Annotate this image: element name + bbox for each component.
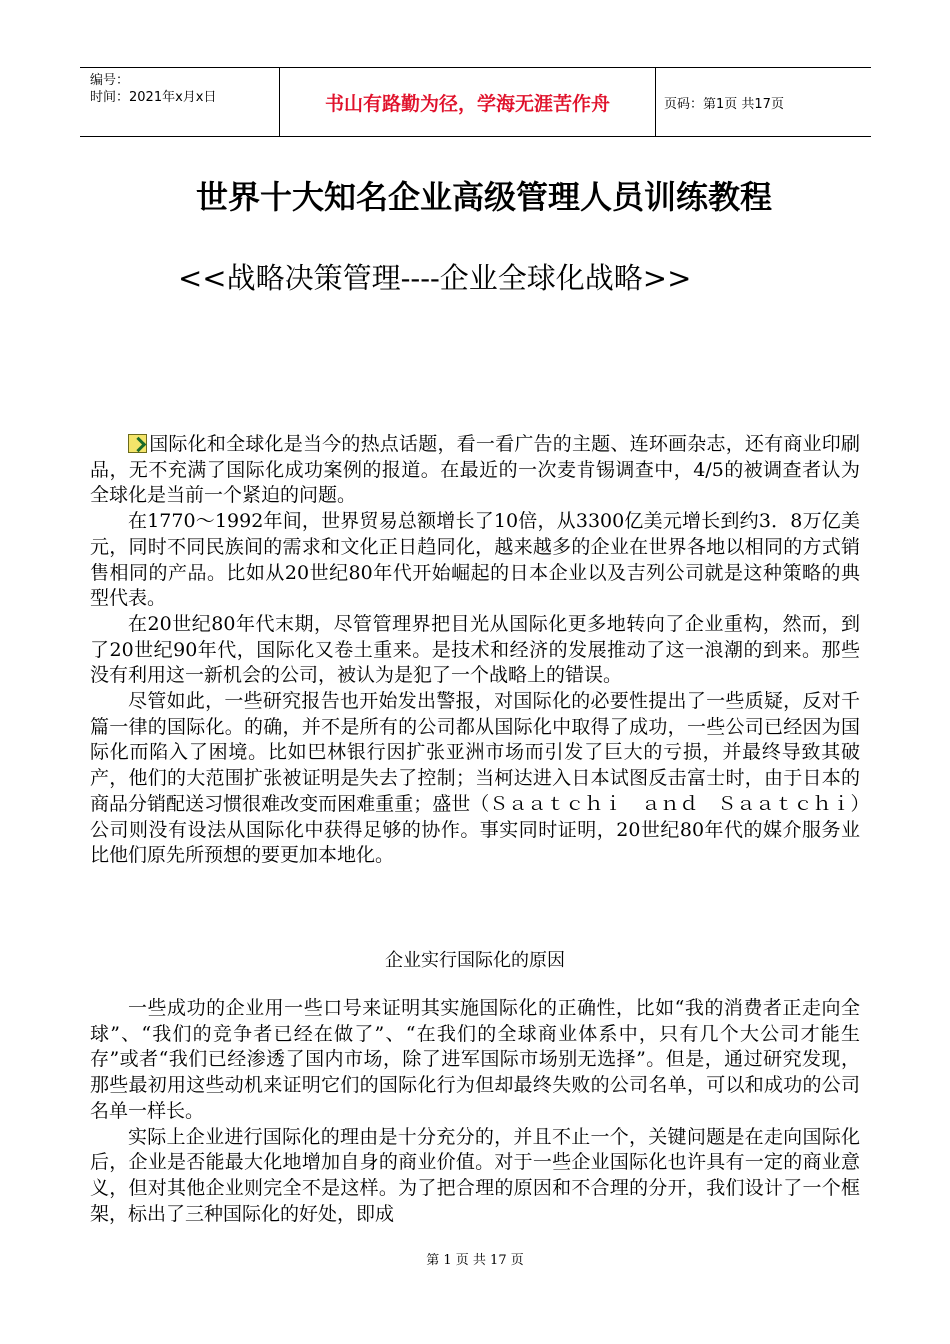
paragraph: 国际化和全球化是当今的热点话题，看一看广告的主题、连环画杂志，还有商业印刷品，无不充满了国际化成功案例的报道。在最近的一次麦肯锡调查中，4/5的被调查者认为全球化是当前一个紧迫的问题。 bbox=[90, 433, 860, 507]
document-title: 世界十大知名企业高级管理人员训练教程 bbox=[196, 178, 773, 216]
section-intro bbox=[90, 432, 860, 869]
section-reasons bbox=[90, 996, 860, 1227]
header-motto: 书山有路勤为径，学海无涯苦作舟 bbox=[280, 68, 656, 136]
document-subtitle: <<战略决策管理----企业全球化战略>> bbox=[178, 261, 692, 295]
paragraph: 在1770～1992年间，世界贸易总额增长了10倍，从3300亿美元增长到约3．8万亿美元，同时不同民族间的需求和文化正日趋同化，越来越多的企业在世界各地以相同的方式销售相同的产品。比如从20世纪80年代开始崛起的日本企业以及吉列公司就是这种策略的典型代表。 bbox=[90, 510, 860, 610]
note-icon bbox=[128, 434, 147, 453]
header-page-info: 页码：第1页 共17页 bbox=[664, 96, 784, 112]
header-meta bbox=[80, 68, 280, 136]
date-label: 时间：2021年x月x日 bbox=[90, 90, 217, 105]
paragraph: 实际上企业进行国际化的理由是十分充分的，并且不止一个，关键问题是在走向国际化后，企业是否能最大化地增加自身的商业价值。对于一些企业国际化也许具有一定的商业意义，但对其他企业则完全不是这样。为了把合理的原因和不合理的分开，我们设计了一个框架，标出了三种国际化的好处，即成 bbox=[90, 1125, 860, 1225]
page-header bbox=[80, 67, 871, 137]
section-heading: 企业实行国际化的原因 bbox=[385, 950, 565, 971]
page-footer: 第 1 页 共 17 页 bbox=[426, 1253, 524, 1268]
paragraph: 在20世纪80年代末期，尽管管理界把目光从国际化更多地转向了企业重构，然而，到了20世纪90年代，国际化又卷土重来。是技术和经济的发展推动了这一浪潮的到来。那些没有利用这一新机会的公司，被认为是犯了一个战略上的错误。 bbox=[90, 612, 860, 687]
number-label: 编号： bbox=[90, 73, 130, 88]
paragraph: 一些成功的企业用一些口号来证明其实施国际化的正确性，比如“我的消费者正走向全球”、“我们的竞争者已经在做了”、“在我们的全球商业体系中，只有几个大公司才能生存”或者“我们已经渗透了国内市场，除了进军国际市场别无选择”。但是，通过研究发现，那些最初用这些动机来证明它们的国际化行为但却最终失败的公司名单，可以和成功的公司名单一样长。 bbox=[90, 997, 860, 1122]
paragraph: 尽管如此，一些研究报告也开始发出警报，对国际化的必要性提出了一些质疑，反对千篇一律的国际化。的确，并不是所有的公司都从国际化中取得了成功，一些公司已经因为国际化而陷入了困境。比如巴林银行因扩张亚洲市场而引发了巨大的亏损，并最终导致其破产，他们的大范围扩张被证明是失去了控制；当柯达进入日本试图反击富士时，由于日本的商品分销配送习惯很难改变而困难重重；盛世（Ｓａａｔｃｈｉ ａｎｄ Ｓａａｔｃｈｉ）公司则没有设法从国际化中获得足够的协作。事实同时证明，20世纪80年代的媒介服务业比他们原先所预想的要更加本地化。 bbox=[90, 690, 860, 867]
